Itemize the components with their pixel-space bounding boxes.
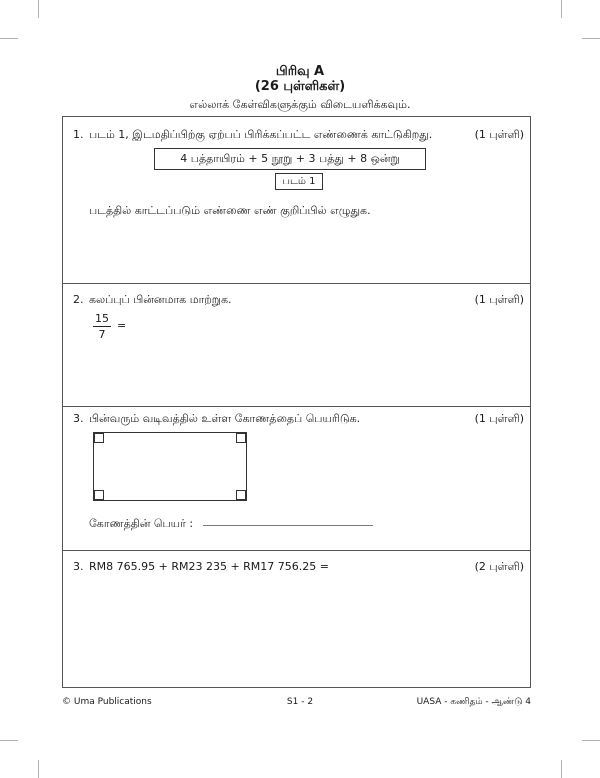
equals-sign: = [117, 319, 127, 332]
crop-mark [582, 740, 600, 741]
question-3-number: 3. [73, 412, 84, 425]
question-1-prompt: படத்தில் காட்டப்படும் எண்ணை எண் குறிப்பில் எழுதுக. [89, 204, 371, 217]
fraction-denominator: 7 [98, 328, 106, 341]
question-frame [62, 116, 531, 688]
question-2-text: கலப்புப் பின்னமாக மாற்றுக. [89, 293, 232, 306]
question-4-number: 3. [73, 560, 84, 573]
question-2-number: 2. [73, 293, 84, 306]
crop-mark [561, 0, 562, 18]
footer-course: UASA - கணிதம் - ஆண்டு 4 [416, 697, 531, 707]
footer-publisher: © Uma Publications [62, 697, 152, 707]
crop-mark [38, 0, 39, 18]
fraction-numerator: 15 [95, 312, 109, 325]
section-marks: (26 புள்ளிகள்) [254, 79, 346, 94]
right-angle-marker [94, 490, 104, 500]
section-title: பிரிவு A [275, 64, 325, 79]
rectangle-shape [93, 432, 247, 501]
right-angle-marker [236, 490, 246, 500]
fraction [93, 312, 111, 342]
crop-mark [582, 38, 600, 39]
figure-label: படம் 1 [275, 173, 323, 190]
question-3-text: பின்வரும் வடிவத்தில் உள்ள கோணத்தைப் பெயரிடுக. [89, 412, 361, 425]
divider [63, 406, 530, 407]
place-value-expression: 4 பத்தாயிரம் + 5 நூறு + 3 பத்து + 8 ஒன்று [154, 148, 426, 170]
question-4-text: RM8 765.95 + RM23 235 + RM17 756.25 = [89, 560, 329, 573]
crop-mark [0, 740, 18, 741]
crop-mark [0, 38, 18, 39]
angle-name-label: கோணத்தின் பெயர் : [89, 517, 194, 530]
right-angle-marker [236, 433, 246, 443]
instruction: எல்லாக் கேள்விகளுக்கும் விடையளிக்கவும். [189, 98, 411, 111]
footer-page-number: S1 - 2 [286, 697, 314, 707]
divider [63, 550, 530, 551]
question-3-marks: (1 புள்ளி) [474, 412, 524, 425]
divider [63, 283, 530, 284]
question-1-marks: (1 புள்ளி) [474, 128, 524, 141]
right-angle-marker [94, 433, 104, 443]
question-1-text: படம் 1, இடமதிப்பிற்கு ஏற்பப் பிரிக்கப்பட்ட எண்ணைக் காட்டுகிறது. [89, 128, 433, 141]
crop-mark [561, 760, 562, 778]
question-1-number: 1. [73, 128, 84, 141]
question-4-marks: (2 புள்ளி) [474, 560, 524, 573]
crop-mark [38, 760, 39, 778]
question-2-marks: (1 புள்ளி) [474, 293, 524, 306]
answer-line [203, 525, 373, 526]
